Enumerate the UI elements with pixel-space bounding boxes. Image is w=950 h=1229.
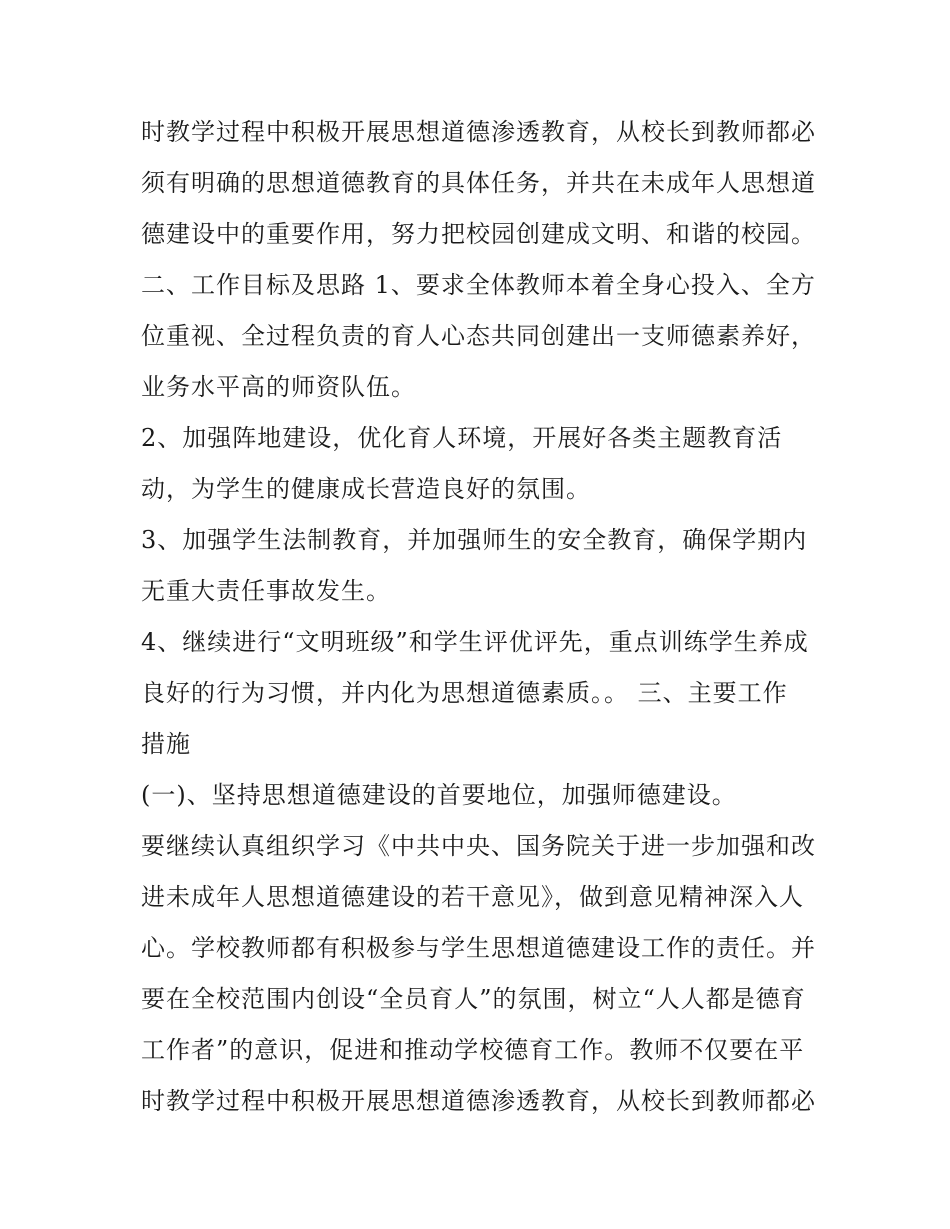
text-line: 位重视、全过程负责的育人心态共同创建出一支师德素养好，	[141, 322, 816, 350]
text-line: 须有明确的思想道德教育的具体任务，并共在未成年人思想道	[141, 169, 816, 197]
text-line: 要在全校范围内创设“全员育人”的氛围，树立“人人都是德育	[141, 985, 806, 1013]
text-line: 2、加强阵地建设，优化育人环境，开展好各类主题教育活	[141, 424, 783, 452]
text-line: 时教学过程中积极开展思想道德渗透教育，从校长到教师都必	[141, 1087, 816, 1115]
text-line: 无重大责任事故发生。	[141, 577, 391, 605]
text-line: 二、工作目标及思路 1、要求全体教师本着全身心投入、全方	[141, 271, 816, 299]
text-line: 德建设中的重要作用，努力把校园创建成文明、和谐的校园。	[141, 220, 816, 248]
text-line: 动，为学生的健康成长营造良好的氛围。	[141, 475, 591, 503]
text-line: 良好的行为习惯，并内化为思想道德素质。。 三、主要工作	[141, 679, 788, 707]
text-line: (一)、坚持思想道德建设的首要地位，加强师德建设。	[141, 781, 737, 809]
text-line: 时教学过程中积极开展思想道德渗透教育，从校长到教师都必	[141, 118, 816, 146]
text-line: 4、继续进行“文明班级”和学生评优评先，重点训练学生养成	[141, 628, 809, 656]
text-line: 3、加强学生法制教育，并加强师生的安全教育，确保学期内	[141, 526, 808, 554]
document-body	[141, 107, 841, 1127]
text-line: 心。学校教师都有积极参与学生思想道德建设工作的责任。并	[141, 934, 816, 962]
text-line: 业务水平高的师资队伍。	[141, 373, 416, 401]
text-line: 措施	[141, 730, 191, 758]
text-line: 进未成年人思想道德建设的若干意见》，做到意见精神深入人	[141, 883, 804, 911]
text-line: 工作者”的意识，促进和推动学校德育工作。教师不仅要在平	[141, 1036, 805, 1064]
text-line: 要继续认真组织学习《中共中央、国务院关于进一步加强和改	[141, 832, 816, 860]
